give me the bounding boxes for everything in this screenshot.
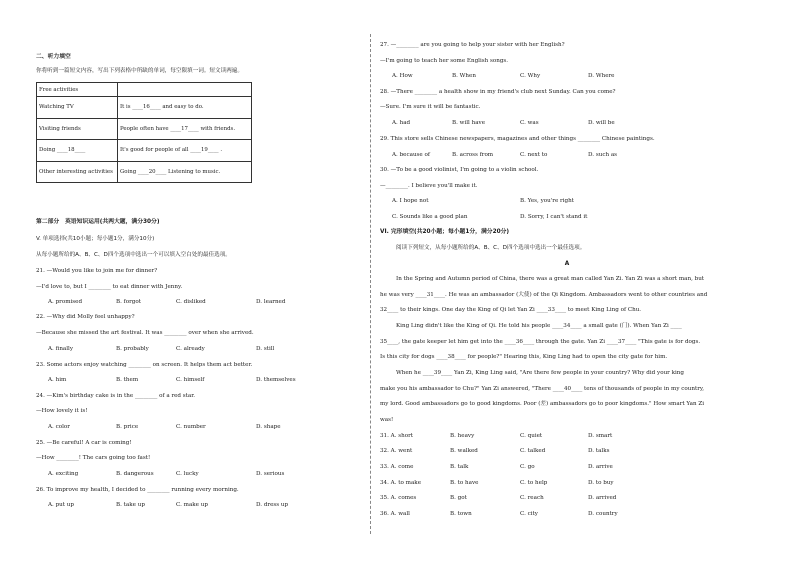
option-c[interactable]: C. reach [520,495,544,501]
question-30-line2: —________. I believe you'll make it. [380,183,478,189]
listening-section-title: 二、听力填空 [36,54,71,60]
option-a[interactable]: 32. A. went [380,448,413,454]
question-24-line2: —How lovely it is! [36,408,88,414]
option-d[interactable]: D. to buy [588,480,614,486]
question-21-line2: —I'd love to, but I ________ to eat dinner with Jenny. [36,284,183,290]
option-c[interactable]: C. disliked [176,299,206,305]
option-d[interactable]: D. such as [588,152,618,158]
option-d[interactable]: D. shape [256,424,281,430]
option-b[interactable]: B. got [450,495,467,501]
option-b[interactable]: B. price [116,424,139,430]
table-cell: Other interesting activities [37,161,118,183]
option-b[interactable]: B. them [116,377,139,383]
option-a[interactable]: A. exciting [48,471,79,477]
option-a[interactable]: A. How [392,73,413,79]
question-29: 29. This store sells Chinese newspapers, magazines and other things ________ Chinese paintings. [380,136,655,142]
table-cell: Going ____20____ Listening to music. [118,161,252,183]
passage-line: Is this city for dogs ____38____ for people?" Hearing this, King Ling had to open the city gate for him. [380,354,668,360]
table-cell: Visiting friends [37,118,118,140]
table-row [37,140,252,162]
table-row [37,83,252,97]
passage-line: 35____, the gate keeper let him get into the ____36____ through the gate. Yan Zi ____37____ "This gate is for dogs. [380,339,701,345]
table-cell: It's good for people of all ____19____ . [118,140,252,162]
option-c[interactable]: C. to help [520,480,548,486]
question-25-line2: —How ________! The cars going too fast! [36,455,151,461]
option-d[interactable]: D. talks [588,448,610,454]
option-b[interactable]: B. dangerous [116,471,154,477]
option-c[interactable]: C. was [520,120,539,126]
passage-line: was! [380,417,394,423]
option-a[interactable]: 35. A. comes [380,495,417,501]
column-divider [370,34,371,534]
option-b[interactable]: B. walked [450,448,478,454]
passage-line: King Ling didn't like the King of Qi. He told his people ____34____ a small gate (门). When Yan Zi ____ [396,323,682,329]
option-a[interactable]: A. promised [48,299,83,305]
question-28-line2: —Sure. I'm sure it will be fantastic. [380,104,481,110]
option-a[interactable]: A. I hope not [392,198,429,204]
option-b[interactable]: B. across from [452,152,494,158]
option-d[interactable]: D. country [588,511,618,517]
option-b[interactable]: B. will have [452,120,486,126]
option-b[interactable]: B. heavy [450,433,475,439]
option-c[interactable]: C. make up [176,502,208,508]
option-d[interactable]: D. Where [588,73,615,79]
option-c[interactable]: C. next to [520,152,548,158]
option-b[interactable]: B. Yes, you're right [520,198,574,204]
option-d[interactable]: D. still [256,346,275,352]
option-a[interactable]: 36. A. wall [380,511,410,517]
option-d[interactable]: D. learned [256,299,286,305]
option-b[interactable]: B. When [452,73,476,79]
option-d[interactable]: D. will be [588,120,615,126]
option-d[interactable]: D. Sorry, I can't stand it [520,214,588,220]
option-b[interactable]: B. take up [116,502,145,508]
question-27: 27. —________ are you going to help your sister with her English? [380,42,565,48]
table-cell: People often have ____17____ with friends. [118,118,252,140]
option-c[interactable]: C. talked [520,448,546,454]
option-a[interactable]: A. because of [392,152,430,158]
passage-line: my lord. Good ambassadors go to good kingdoms. Poor (差) ambassadors go to poor kingdoms." How smart Yan Zi [380,401,705,407]
option-d[interactable]: D. smart [588,433,613,439]
option-b[interactable]: B. to have [450,480,479,486]
option-a[interactable]: 34. A. to make [380,480,422,486]
question-24: 24. —Kim's birthday cake is in the ________ of a red star. [36,393,196,399]
passage-line: 32____ to their kings. One day the King of Qi let Yan Zi ____33____ to meet King Ling of Chu. [380,307,642,313]
table-row [37,118,252,140]
passage-label: A [564,261,570,267]
section6-instructions: 阅读下列短文，从每小题所给的A、B、C、D四个选项中选出一个最佳选项。 [396,245,586,251]
passage-line: make you his ambassador to Chu?" Yan Zi answered, "There ____40____ tens of thousands of people in my country, [380,386,705,392]
option-a[interactable]: A. him [48,377,67,383]
question-23: 23. Some actors enjoy watching ________ on screen. It helps them act better. [36,362,253,368]
question-26: 26. To improve my health, I decided to ________ running every morning. [36,487,239,493]
option-a[interactable]: A. color [48,424,70,430]
question-21: 21. —Would you like to join me for dinner? [36,268,158,274]
table-cell: Watching TV [37,97,118,119]
table-row [37,161,252,183]
option-d[interactable]: D. dress up [256,502,289,508]
passage-line: In the Spring and Autumn period of China, there was a great man called Yan Zi. Yan Zi was a short man, but [396,276,705,282]
option-b[interactable]: B. probably [116,346,149,352]
option-c[interactable]: C. already [176,346,205,352]
table-row [37,97,252,119]
passage-line: he was very ____31____. He was an ambassador (大使) of the Qi Kingdom. Ambassadors went to other countries and [380,292,708,298]
option-b[interactable]: B. forgot [116,299,141,305]
question-22: 22. —Why did Molly feel unhappy? [36,314,135,320]
option-b[interactable]: B. talk [450,464,469,470]
option-d[interactable]: D. arrive [588,464,613,470]
option-a[interactable]: A. had [392,120,411,126]
option-c[interactable]: C. go [520,464,535,470]
table-cell [118,83,252,97]
option-c[interactable]: C. lucky [176,471,199,477]
part2-title: 第二部分 英语知识运用(共两大题，满分30分) [36,219,160,225]
option-c[interactable]: C. city [520,511,538,517]
option-c[interactable]: C. himself [176,377,205,383]
option-d[interactable]: D. themselves [256,377,296,383]
option-c[interactable]: C. quiet [520,433,543,439]
listening-table [36,82,252,183]
section5-title: V. 单项选择(共10小题；每小题1分，满分10分) [36,236,155,242]
listening-instructions: 你将听到一篇短文内容，写出下列表格中所缺的单词，每空限填一词。短文读两遍。 [36,68,243,74]
option-a[interactable]: 33. A. come [380,464,414,470]
section6-title: VI. 完形填空(共20小题；每小题1分，满分20分) [380,229,510,235]
question-25: 25. —Be careful! A car is coming! [36,440,132,446]
section5-instructions: 从每小题所给的A、B、C、D四个选项中选出一个可以填入空白处的最佳选项。 [36,252,231,258]
option-a[interactable]: A. put up [48,502,74,508]
table-cell: It is ____16____ and easy to do. [118,97,252,119]
option-c[interactable]: C. Why [520,73,541,79]
question-27-line2: —I'm going to teach her some English songs. [380,58,509,64]
question-30: 30. —To be a good violinist, I'm going to a violin school. [380,167,539,173]
passage-line: When he ____39____ Yan Zi, King Ling said, "Are there few people in your country? Why did your king [396,370,684,376]
option-d[interactable]: D. serious [256,471,285,477]
table-cell: Free activities [37,83,118,97]
option-c[interactable]: C. number [176,424,206,430]
table-cell: Doing ____18____ [37,140,118,162]
option-b[interactable]: B. town [450,511,472,517]
option-a[interactable]: A. finally [48,346,74,352]
option-a[interactable]: 31. A. short [380,433,414,439]
question-28: 28. —There ________ a health show in my friend's club next Sunday. Can you come? [380,89,616,95]
option-c[interactable]: C. Sounds like a good plan [392,214,468,220]
option-d[interactable]: D. arrived [588,495,617,501]
question-22-line2: —Because she missed the art festival. It was ________ over when she arrived. [36,330,254,336]
